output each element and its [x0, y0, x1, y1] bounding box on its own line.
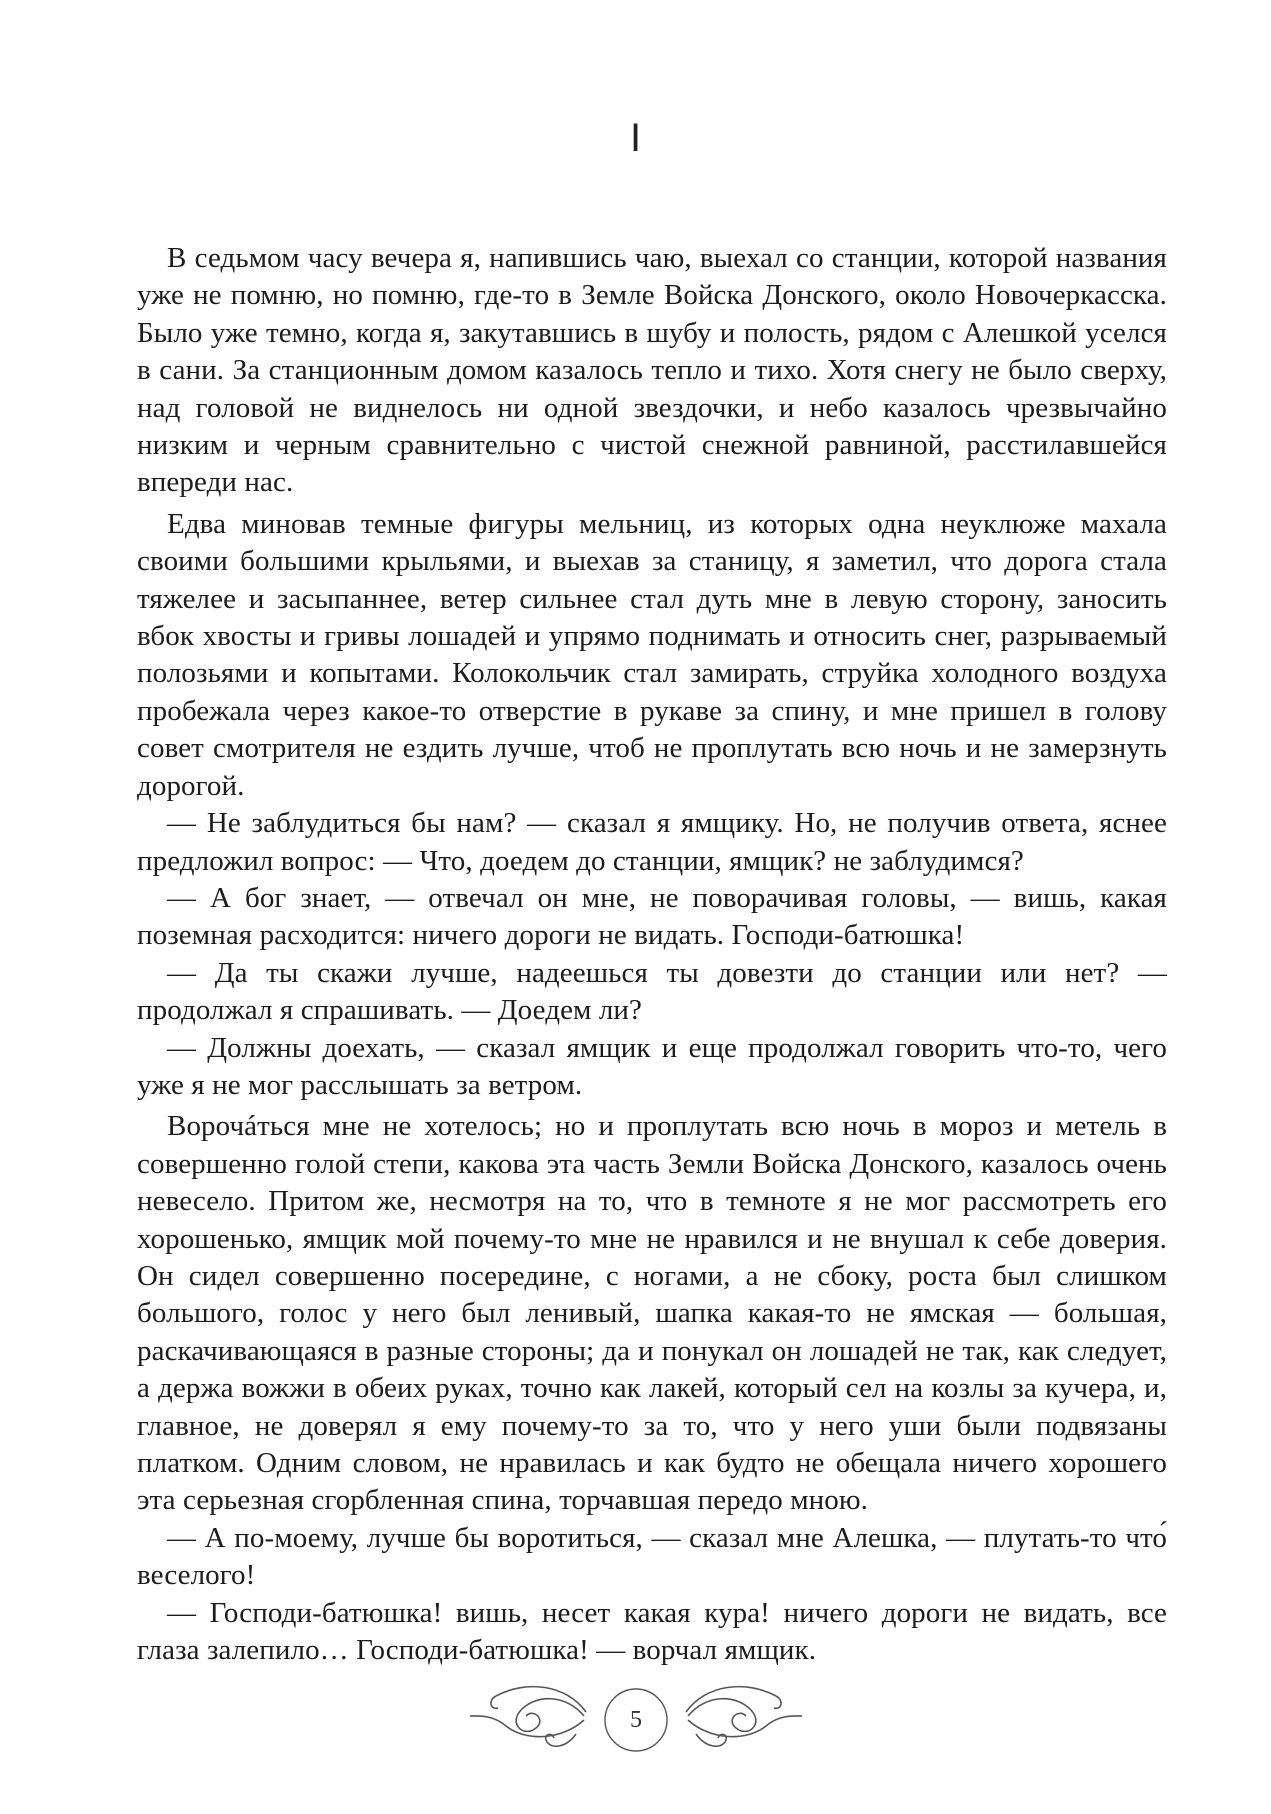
paragraph: — А бог знает, — отвечал он мне, не поворачивая головы, — вишь, какая поземная расходится: ничего дороги не видать. Господи-батюшка!: [137, 881, 1167, 952]
paragraph: — Должны доехать, — сказал ямщик и еще продолжал говорить что-то, чего уже я не мог расслышать за ветром.: [137, 1031, 1167, 1101]
paragraph: — Не заблудиться бы нам? — сказал я ямщику. Но, не получив ответа, яснее предложил вопрос: — Что, доедем до станции, ямщик? не заблудимся?: [137, 807, 1167, 877]
chapter-number: I: [629, 116, 642, 160]
paragraph: — Господи-батюшка! вишь, несет какая кура! ничего дороги не видать, все глаза залепило… Господи-батюшка! — ворчал ямщик.: [137, 1596, 1167, 1667]
paragraph: Ворочáться мне не хотелось; но и проплутать всю ночь в мороз и метель в совершенно голой степи, какова эта часть Земли Войска Донского, казалось очень невесело. Притом же, несмотря на то, что в темноте я не мог рассмотреть его хорошенько, ямщик мой почему-то мне не нравился и не внушал к себе доверия. Он сидел совершенно посередине, с ногами, а не сбоку, роста был слишком большого, голос у него был ленивый, шапка какая-то не ямская — большая, раскачивающаяся в разные стороны; да и понукал он лошадей не так, как следует, а держа вожжи в обеих руках, точно как лакей, который сел на козлы за кучера, и, главное, не доверял я ему почему-то за то, что у него уши были подвязаны платком. Одним словом, не нравилась и как будто не обещала ничего хорошего эта серьезная сгорбленная спина, торчавшая передо мною.: [137, 1110, 1167, 1517]
paragraph: Едва миновав темные фигуры мельниц, из которых одна неуклюже махала своими большими крыльями, и выехав за станицу, я заметил, что дорога стала тяжелее и засыпаннее, ветер сильнее стал дуть мне в левую сторону, заносить вбок хвосты и гривы лошадей и упрямо поднимать и относить снег, разрываемый полозьями и копытами. Колокольчик стал замирать, струйка холодного воздуха пробежала через какое-то отверстие в рукаве за спину, и мне пришел в голову совет смотрителя не ездить лучше, чтоб не проплутать всю ночь и не замерзнуть дорогой.: [137, 507, 1167, 802]
paragraph: — А по-моему, лучше бы воротиться, — сказал мне Алешка, — плутать-то что́ веселого!: [137, 1521, 1167, 1592]
paragraph: В седьмом часу вечера я, напившись чаю, выехал со станции, которой названия уже не помню, но помню, где-то в Земле Войска Донского, около Новочеркасска. Было уже темно, когда я, закутавшись в шубу и полость, рядом с Алешкой уселся в сани. За станционным домом казалось тепло и тихо. Хотя снегу не было сверху, над головой не виднелось ни одной звездочки, и небо казалось чрезвычайно низким и черным сравнительно с чистой снежной равниной, расстилавшейся впереди нас.: [137, 242, 1167, 499]
page-number: 5: [630, 1707, 642, 1733]
body-text: [137, 240, 1167, 1669]
paragraph: — Да ты скажи лучше, надеешься ты довезти до станции или нет? — продолжал я спрашивать. — Доедем ли?: [137, 956, 1167, 1027]
